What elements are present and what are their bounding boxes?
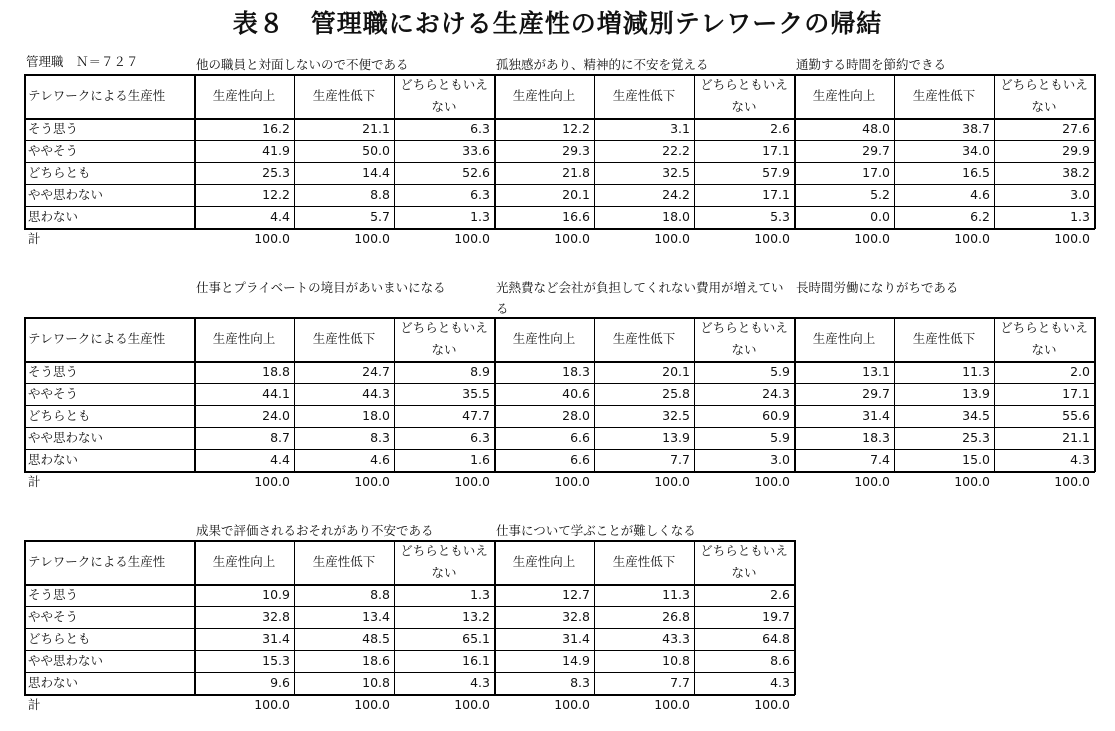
col-header-up: 生産性向上 — [512, 554, 576, 569]
table-rule — [24, 540, 795, 542]
table-rule — [194, 317, 196, 472]
table-cell: 5.9 — [770, 430, 790, 445]
table-cell: 16.6 — [562, 209, 590, 224]
table-rule — [1094, 74, 1096, 229]
row-label: やや思わない — [28, 187, 104, 202]
table-cell: 8.7 — [270, 430, 290, 445]
table-rule — [994, 317, 995, 472]
table-rule — [24, 540, 26, 695]
total-cell: 100.0 — [354, 474, 390, 489]
table-rule — [494, 317, 496, 472]
table-cell: 25.3 — [262, 165, 290, 180]
table-cell: 1.3 — [470, 587, 490, 602]
table-cell: 32.5 — [662, 408, 690, 423]
row-label: そう思う — [28, 364, 79, 379]
col-header-up: 生産性向上 — [812, 331, 876, 346]
table-cell: 31.4 — [562, 631, 590, 646]
table-cell: 41.9 — [262, 143, 290, 158]
table-cell: 13.9 — [962, 386, 990, 401]
table-rule — [794, 317, 796, 472]
table-cell: 10.8 — [662, 653, 690, 668]
table-cell: 13.1 — [862, 364, 890, 379]
table-cell: 5.3 — [770, 209, 790, 224]
table-rule — [24, 317, 1095, 319]
row-label: 思わない — [28, 452, 79, 467]
table-cell: 1.6 — [470, 452, 490, 467]
total-cell: 100.0 — [554, 697, 590, 712]
table-rule — [294, 540, 295, 695]
table-rule — [24, 672, 795, 673]
table-cell: 17.1 — [762, 187, 790, 202]
table-cell: 8.3 — [570, 675, 590, 690]
total-cell: 100.0 — [454, 697, 490, 712]
total-cell: 100.0 — [654, 231, 690, 246]
col-header-down: 生産性低下 — [612, 331, 676, 346]
total-cell: 100.0 — [854, 231, 890, 246]
table-rule — [194, 74, 196, 229]
total-cell: 100.0 — [354, 231, 390, 246]
total-cell: 100.0 — [254, 231, 290, 246]
table-rule — [24, 427, 1095, 428]
table-cell: 8.6 — [770, 653, 790, 668]
table-rule — [694, 540, 695, 695]
table-cell: 2.0 — [1070, 364, 1090, 379]
table-rule — [24, 606, 795, 607]
col-header-up: 生産性向上 — [512, 88, 576, 103]
table-cell: 34.0 — [962, 143, 990, 158]
col-header-down: 生産性低下 — [912, 331, 976, 346]
table-rule — [24, 694, 795, 696]
table-cell: 33.6 — [462, 143, 490, 158]
table-cell: 24.0 — [262, 408, 290, 423]
table-rule — [794, 74, 796, 229]
col-header-neither: どちらともいえない — [700, 543, 788, 580]
table-rule — [394, 74, 395, 229]
table-cell: 29.9 — [1062, 143, 1090, 158]
table-cell: 22.2 — [662, 143, 690, 158]
row-label: そう思う — [28, 121, 79, 136]
table-rule — [24, 118, 1095, 120]
table-cell: 25.3 — [962, 430, 990, 445]
table-cell: 48.0 — [862, 121, 890, 136]
table-cell: 5.9 — [770, 364, 790, 379]
table-rule — [24, 228, 1095, 230]
table-cell: 19.7 — [762, 609, 790, 624]
table-rule — [394, 540, 395, 695]
group-label: 光熱費など会社が負担してくれない費用が増えている — [496, 280, 784, 316]
total-label: 計 — [28, 474, 41, 489]
table-cell: 29.7 — [862, 386, 890, 401]
table-cell: 6.3 — [470, 187, 490, 202]
total-cell: 100.0 — [654, 697, 690, 712]
table-cell: 16.5 — [962, 165, 990, 180]
total-cell: 100.0 — [454, 474, 490, 489]
table-rule — [24, 650, 795, 651]
table-cell: 8.9 — [470, 364, 490, 379]
total-cell: 100.0 — [554, 231, 590, 246]
table-cell: 18.0 — [662, 209, 690, 224]
table-cell: 64.8 — [762, 631, 790, 646]
table-cell: 3.0 — [1070, 187, 1090, 202]
table-rule — [294, 74, 295, 229]
table-rule — [294, 317, 295, 472]
table-cell: 3.0 — [770, 452, 790, 467]
table-cell: 48.5 — [362, 631, 390, 646]
table-cell: 17.1 — [762, 143, 790, 158]
table-cell: 18.3 — [862, 430, 890, 445]
table-rule — [24, 361, 1095, 363]
table-cell: 31.4 — [862, 408, 890, 423]
col-header-up: 生産性向上 — [212, 554, 276, 569]
table-rule — [594, 74, 595, 229]
table-cell: 8.3 — [370, 430, 390, 445]
row-label: どちらとも — [28, 408, 91, 423]
table-cell: 27.6 — [1062, 121, 1090, 136]
table-cell: 32.8 — [262, 609, 290, 624]
table-cell: 44.3 — [362, 386, 390, 401]
table-cell: 5.2 — [870, 187, 890, 202]
row-label: 思わない — [28, 675, 79, 690]
row-label: やや思わない — [28, 653, 104, 668]
table-cell: 31.4 — [262, 631, 290, 646]
table-cell: 29.3 — [562, 143, 590, 158]
table-cell: 47.7 — [462, 408, 490, 423]
table-rule — [594, 317, 595, 472]
total-cell: 100.0 — [554, 474, 590, 489]
table-rule — [24, 74, 26, 229]
table-cell: 16.2 — [262, 121, 290, 136]
table-cell: 43.3 — [662, 631, 690, 646]
table-rule — [24, 317, 26, 472]
table-cell: 6.2 — [970, 209, 990, 224]
col-header-neither: どちらともいえない — [700, 77, 788, 114]
table-cell: 12.2 — [562, 121, 590, 136]
table-cell: 4.6 — [370, 452, 390, 467]
table-cell: 6.3 — [470, 430, 490, 445]
table-cell: 13.2 — [462, 609, 490, 624]
table-cell: 2.6 — [770, 587, 790, 602]
table-cell: 28.0 — [562, 408, 590, 423]
table-cell: 6.3 — [470, 121, 490, 136]
row-label: そう思う — [28, 587, 79, 602]
table-rule — [24, 206, 1095, 207]
col-header-neither: どちらともいえない — [1000, 320, 1088, 357]
table-rule — [994, 74, 995, 229]
table-cell: 44.1 — [262, 386, 290, 401]
table-rule — [24, 405, 1095, 406]
total-cell: 100.0 — [954, 231, 990, 246]
table-rule — [494, 74, 496, 229]
table-rule — [1094, 317, 1096, 472]
table-cell: 9.6 — [270, 675, 290, 690]
table-cell: 0.0 — [870, 209, 890, 224]
row-label: ややそう — [28, 609, 79, 624]
col-header-down: 生産性低下 — [312, 331, 376, 346]
table-cell: 5.7 — [370, 209, 390, 224]
table-cell: 55.6 — [1062, 408, 1090, 423]
table-cell: 24.7 — [362, 364, 390, 379]
table-cell: 6.6 — [570, 452, 590, 467]
table-cell: 50.0 — [362, 143, 390, 158]
table-rule — [24, 383, 1095, 384]
table-cell: 4.3 — [770, 675, 790, 690]
table-cell: 13.4 — [362, 609, 390, 624]
table-cell: 40.6 — [562, 386, 590, 401]
table-cell: 14.9 — [562, 653, 590, 668]
group-label: 仕事について学ぶことが難しくなる — [496, 523, 696, 538]
table-cell: 52.6 — [462, 165, 490, 180]
table-cell: 15.0 — [962, 452, 990, 467]
col-header-neither: どちらともいえない — [700, 320, 788, 357]
col-header-down: 生産性低下 — [312, 554, 376, 569]
table-rule — [494, 540, 496, 695]
table-cell: 12.7 — [562, 587, 590, 602]
row-header: テレワークによる生産性 — [28, 331, 166, 346]
table-cell: 1.3 — [1070, 209, 1090, 224]
total-cell: 100.0 — [754, 474, 790, 489]
col-header-neither: どちらともいえない — [400, 543, 488, 580]
page-title: 表８ 管理職における生産性の増減別テレワークの帰結 — [232, 9, 883, 38]
table-cell: 7.7 — [670, 452, 690, 467]
table-cell: 21.1 — [1062, 430, 1090, 445]
row-label: どちらとも — [28, 631, 91, 646]
col-header-up: 生産性向上 — [512, 331, 576, 346]
total-cell: 100.0 — [254, 697, 290, 712]
table-rule — [24, 140, 1095, 141]
total-cell: 100.0 — [254, 474, 290, 489]
table-cell: 10.8 — [362, 675, 390, 690]
table-rule — [24, 471, 1095, 473]
row-label: ややそう — [28, 386, 79, 401]
table-cell: 21.1 — [362, 121, 390, 136]
col-header-neither: どちらともいえない — [400, 320, 488, 357]
group-label: 他の職員と対面しないので不便である — [196, 57, 409, 72]
table-cell: 18.6 — [362, 653, 390, 668]
table-rule — [24, 628, 795, 629]
col-header-down: 生産性低下 — [612, 88, 676, 103]
group-label: 成果で評価されるおそれがあり不安である — [196, 523, 434, 538]
row-label: やや思わない — [28, 430, 104, 445]
sample-label: 管理職 Ｎ＝７２７ — [26, 54, 139, 69]
group-label: 長時間労働になりがちである — [796, 280, 959, 295]
table-cell: 8.8 — [370, 587, 390, 602]
table-cell: 20.1 — [662, 364, 690, 379]
total-cell: 100.0 — [454, 231, 490, 246]
table-cell: 4.4 — [270, 209, 290, 224]
total-cell: 100.0 — [854, 474, 890, 489]
table-cell: 17.1 — [1062, 386, 1090, 401]
col-header-neither: どちらともいえない — [1000, 77, 1088, 114]
table-cell: 4.4 — [270, 452, 290, 467]
table-cell: 1.3 — [470, 209, 490, 224]
table-cell: 7.7 — [670, 675, 690, 690]
table-cell: 18.0 — [362, 408, 390, 423]
row-header: テレワークによる生産性 — [28, 88, 166, 103]
table-rule — [594, 540, 595, 695]
table-cell: 4.6 — [970, 187, 990, 202]
table-rule — [394, 317, 395, 472]
table-rule — [24, 584, 795, 586]
table-cell: 29.7 — [862, 143, 890, 158]
table-cell: 7.4 — [870, 452, 890, 467]
row-label: ややそう — [28, 143, 79, 158]
table-cell: 18.8 — [262, 364, 290, 379]
table-cell: 25.8 — [662, 386, 690, 401]
table-cell: 4.3 — [1070, 452, 1090, 467]
table-cell: 2.6 — [770, 121, 790, 136]
table-cell: 10.9 — [262, 587, 290, 602]
row-label: どちらとも — [28, 165, 91, 180]
table-cell: 60.9 — [762, 408, 790, 423]
table-cell: 35.5 — [462, 386, 490, 401]
table-rule — [694, 317, 695, 472]
table-cell: 38.7 — [962, 121, 990, 136]
table-cell: 17.0 — [862, 165, 890, 180]
table-rule — [24, 162, 1095, 163]
table-cell: 34.5 — [962, 408, 990, 423]
table-cell: 3.1 — [670, 121, 690, 136]
total-cell: 100.0 — [354, 697, 390, 712]
total-cell: 100.0 — [1054, 474, 1090, 489]
table-cell: 32.8 — [562, 609, 590, 624]
total-label: 計 — [28, 231, 41, 246]
table-rule — [894, 74, 895, 229]
table-cell: 12.2 — [262, 187, 290, 202]
table-cell: 26.8 — [662, 609, 690, 624]
col-header-up: 生産性向上 — [212, 88, 276, 103]
group-label: 仕事とプライベートの境目があいまいになる — [196, 280, 446, 295]
table-rule — [24, 449, 1095, 450]
table-cell: 11.3 — [662, 587, 690, 602]
table-cell: 57.9 — [762, 165, 790, 180]
table-cell: 15.3 — [262, 653, 290, 668]
table-cell: 14.4 — [362, 165, 390, 180]
table-cell: 24.3 — [762, 386, 790, 401]
table-cell: 18.3 — [562, 364, 590, 379]
total-cell: 100.0 — [754, 697, 790, 712]
col-header-up: 生産性向上 — [212, 331, 276, 346]
table-cell: 16.1 — [462, 653, 490, 668]
table-cell: 20.1 — [562, 187, 590, 202]
table-cell: 11.3 — [962, 364, 990, 379]
table-cell: 24.2 — [662, 187, 690, 202]
total-cell: 100.0 — [1054, 231, 1090, 246]
table-cell: 38.2 — [1062, 165, 1090, 180]
table-cell: 13.9 — [662, 430, 690, 445]
table-cell: 4.3 — [470, 675, 490, 690]
table-rule — [194, 540, 196, 695]
group-label: 通勤する時間を節約できる — [796, 57, 947, 72]
total-cell: 100.0 — [754, 231, 790, 246]
table-rule — [794, 540, 796, 695]
col-header-up: 生産性向上 — [812, 88, 876, 103]
row-header: テレワークによる生産性 — [28, 554, 166, 569]
row-label: 思わない — [28, 209, 79, 224]
table-rule — [24, 74, 1095, 76]
table-cell: 65.1 — [462, 631, 490, 646]
table-rule — [694, 74, 695, 229]
col-header-down: 生産性低下 — [912, 88, 976, 103]
total-label: 計 — [28, 697, 41, 712]
total-cell: 100.0 — [954, 474, 990, 489]
group-label: 孤独感があり、精神的に不安を覚える — [496, 57, 709, 72]
table-rule — [894, 317, 895, 472]
col-header-down: 生産性低下 — [612, 554, 676, 569]
table-cell: 21.8 — [562, 165, 590, 180]
table-rule — [24, 184, 1095, 185]
col-header-neither: どちらともいえない — [400, 77, 488, 114]
table-cell: 32.5 — [662, 165, 690, 180]
total-cell: 100.0 — [654, 474, 690, 489]
table-cell: 6.6 — [570, 430, 590, 445]
col-header-down: 生産性低下 — [312, 88, 376, 103]
table-cell: 8.8 — [370, 187, 390, 202]
